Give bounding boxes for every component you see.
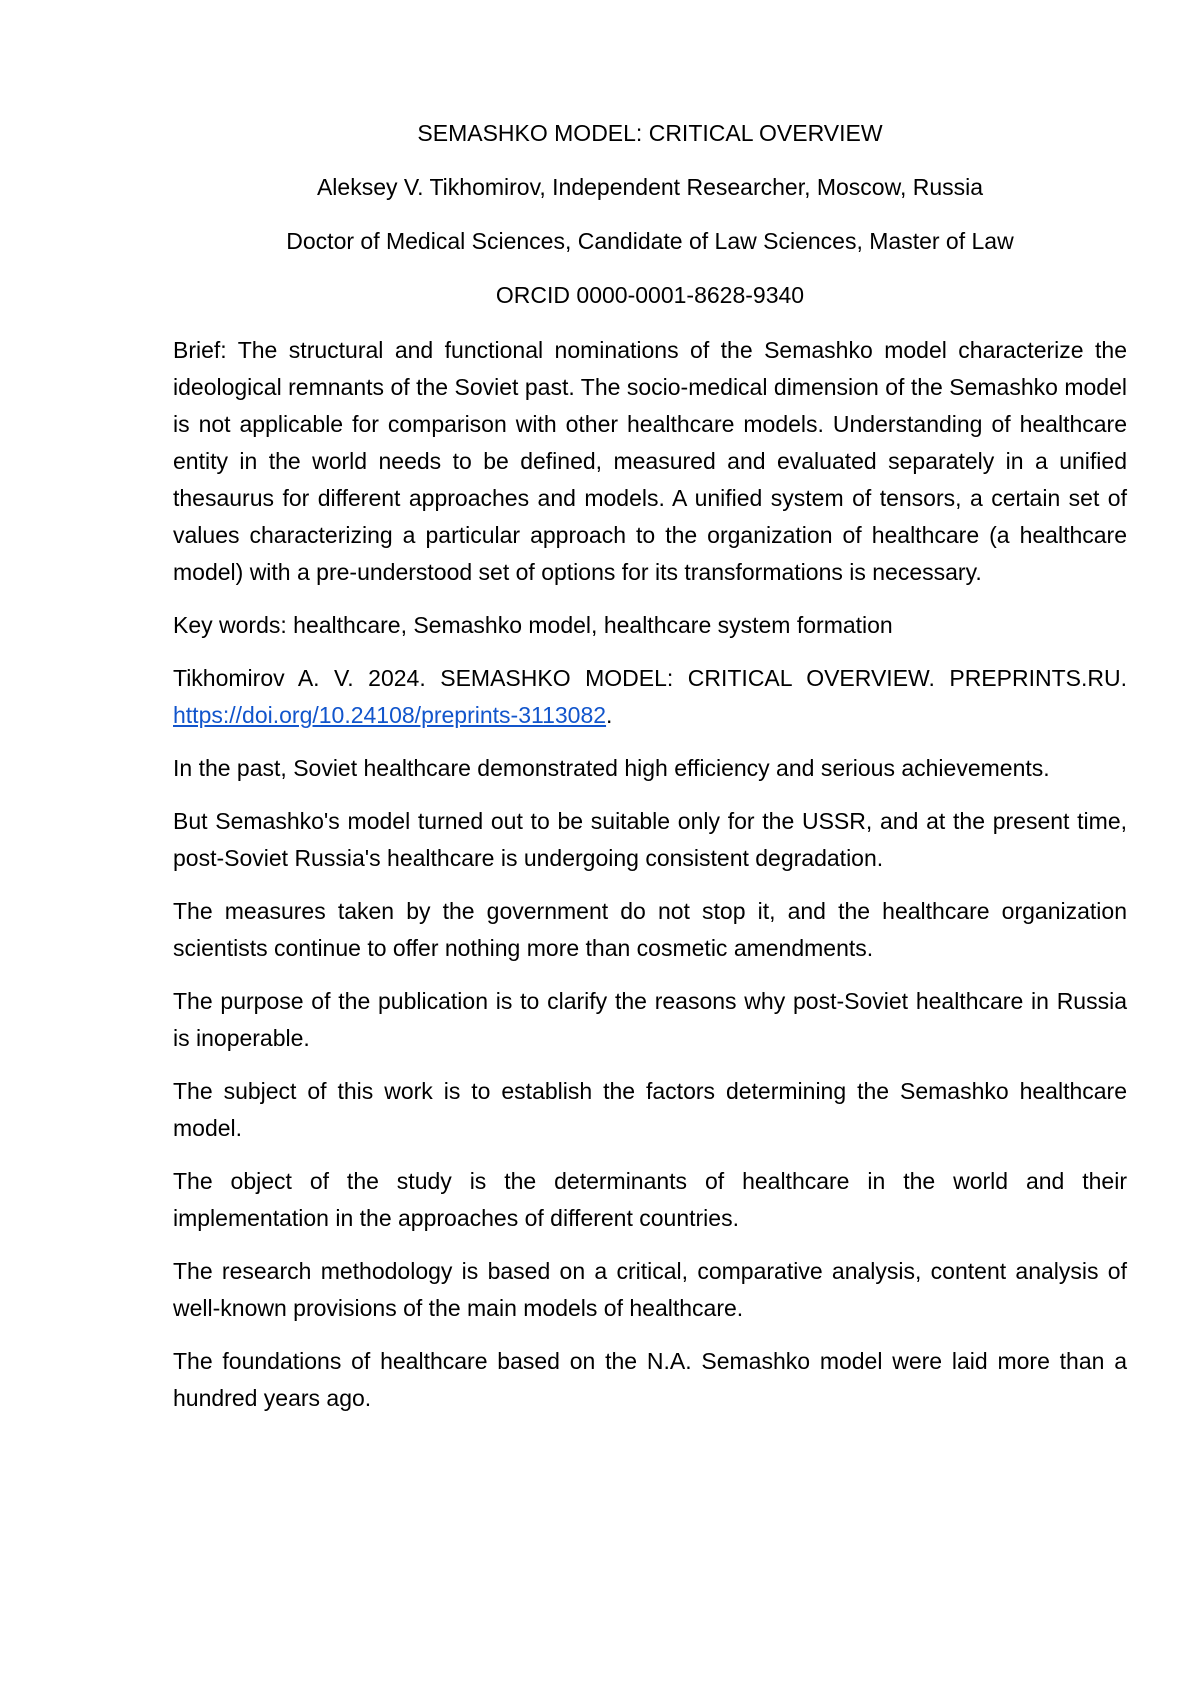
citation-suffix: . bbox=[606, 702, 613, 728]
citation-text: Tikhomirov A. V. 2024. SEMASHKO MODEL: CRITICAL OVERVIEW. PREPRINTS.RU. bbox=[173, 665, 1127, 691]
body-paragraph: The object of the study is the determinants of healthcare in the world and their implementation in the approaches of different countries. bbox=[173, 1168, 1127, 1231]
author-line: Aleksey V. Tikhomirov, Independent Researcher, Moscow, Russia bbox=[316, 174, 984, 200]
body-paragraph: The measures taken by the government do not stop it, and the healthcare organization scientists continue to offer nothing more than cosmetic amendments. bbox=[173, 898, 1127, 961]
body-paragraph: The research methodology is based on a critical, comparative analysis, content analysis of well-known provisions of the main models of healthcare. bbox=[173, 1258, 1127, 1321]
document-page bbox=[173, 116, 1127, 1433]
paper-title: SEMASHKO MODEL: CRITICAL OVERVIEW bbox=[417, 120, 883, 146]
body-paragraph: In the past, Soviet healthcare demonstrated high efficiency and serious achievements. bbox=[173, 755, 1050, 781]
doi-link[interactable]: https://doi.org/10.24108/preprints-3113082 bbox=[173, 702, 607, 728]
keywords: Key words: healthcare, Semashko model, healthcare system formation bbox=[173, 612, 893, 638]
body-paragraph: The subject of this work is to establish the factors determining the Semashko healthcare model. bbox=[173, 1078, 1127, 1141]
orcid-line: ORCID 0000-0001-8628-9340 bbox=[495, 282, 805, 308]
body-paragraph: The foundations of healthcare based on the N.A. Semashko model were laid more than a hundred years ago. bbox=[173, 1348, 1127, 1411]
body-paragraph: The purpose of the publication is to clarify the reasons why post-Soviet healthcare in Russia is inoperable. bbox=[173, 988, 1127, 1051]
degrees-line: Doctor of Medical Sciences, Candidate of Law Sciences, Master of Law bbox=[286, 228, 1014, 254]
citation bbox=[173, 660, 1127, 734]
body-paragraph: But Semashko's model turned out to be suitable only for the USSR, and at the present time, post-Soviet Russia's healthcare is undergoing consistent degradation. bbox=[173, 808, 1127, 871]
brief-abstract: Brief: The structural and functional nominations of the Semashko model characterize the ideological remnants of the Soviet past. The socio-medical dimension of the Semashko model is not applicable for comparison with other healthcare models. Understanding of healthcare entity in the world needs to be defined, measured and evaluated separately in a unified thesaurus for different approaches and models. A unified system of tensors, a certain set of values characterizing a particular approach to the organization of healthcare (a healthcare model) with a pre-understood set of options for its transformations is necessary. bbox=[173, 337, 1127, 585]
